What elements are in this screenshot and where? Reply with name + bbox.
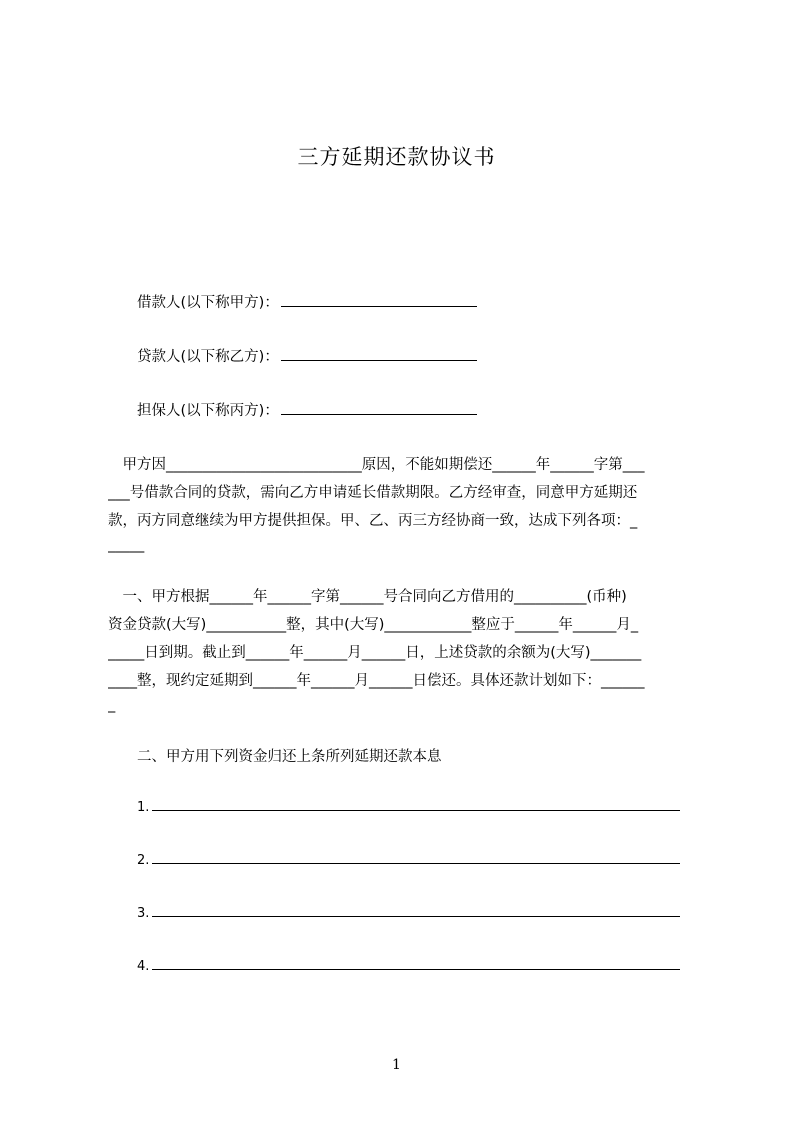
paragraph-line: 资金贷款(大写)___________整，其中(大写)____________整应于______年______月_: [108, 617, 639, 633]
paragraph-line: 款，丙方同意继续为甲方提供担保。甲、乙、丙三方经协商一致，达成下列各项：_: [108, 513, 638, 529]
clause-2-heading: 二、甲方用下列资金归还上条所列延期还款本息: [137, 749, 442, 765]
party-blank-field: [281, 305, 477, 307]
party-borrower: [137, 291, 477, 312]
repayment-item: [137, 853, 680, 868]
paragraph-line: 一、甲方根据______年______字第______号合同向乙方借用的__________(币种): [108, 589, 627, 605]
paragraph-line: _____日到期。截止到______年______月______日，上述贷款的余额为(大写)_______: [108, 645, 642, 661]
page-number: 1: [392, 1057, 401, 1073]
item-blank-line: [152, 862, 680, 864]
item-number: 3.: [137, 906, 150, 921]
item-number: 2.: [137, 853, 150, 868]
party-label: 担保人(以下称丙方)：: [137, 403, 279, 419]
repayment-item: [137, 800, 680, 815]
party-blank-field: [281, 413, 477, 415]
item-blank-line: [152, 915, 680, 917]
party-guarantor: [137, 399, 477, 420]
item-blank-line: [152, 809, 680, 811]
paragraph-line: 甲方因___________________________原因，不能如期偿还______年______字第___: [108, 457, 645, 473]
party-lender: [137, 345, 477, 366]
item-number: 1.: [137, 800, 150, 815]
paragraph-line: ___号借款合同的贷款，需向乙方申请延长借款期限。乙方经审查，同意甲方延期还: [108, 485, 638, 501]
paragraph-line: _: [108, 697, 116, 713]
repayment-item: [137, 906, 680, 921]
party-label: 贷款人(以下称乙方)：: [137, 349, 279, 365]
item-number: 4.: [137, 959, 150, 974]
party-blank-field: [281, 359, 477, 361]
item-blank-line: [152, 968, 680, 970]
repayment-item: [137, 959, 680, 974]
document-title: 三方延期还款协议书: [297, 145, 496, 169]
paragraph-line: _____: [108, 537, 145, 553]
party-label: 借款人(以下称甲方)：: [137, 295, 279, 311]
paragraph-line: ____整，现约定延期到______年______月______日偿还。具体还款计划如下：______: [108, 673, 645, 689]
